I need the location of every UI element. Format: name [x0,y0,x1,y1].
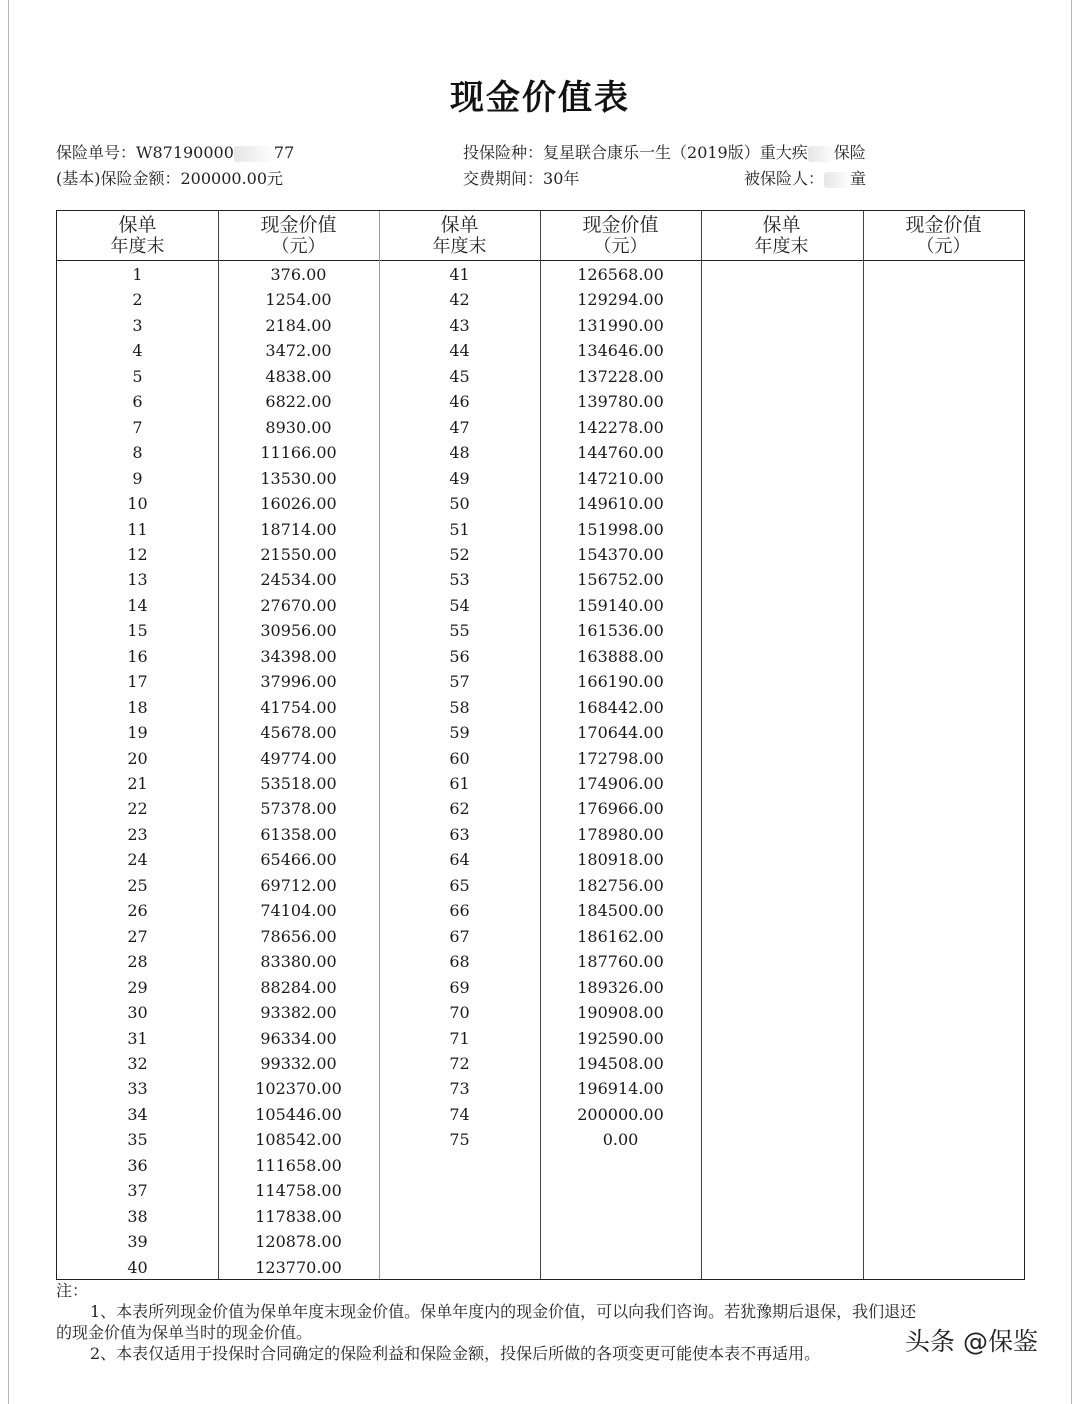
cash-value-cell: 156752.00 [577,570,664,589]
policy-year-cell: 54 [449,596,470,615]
watermark-text: 头条 @保鉴 [905,1327,1038,1356]
policy-year-cell: 24 [127,850,148,869]
cash-value-cell: 129294.00 [577,290,664,309]
cash-value-cell: 1254.00 [265,290,332,309]
policy-year-cell: 32 [127,1054,148,1073]
column-divider [863,211,864,1279]
cash-value-cell: 61358.00 [260,825,337,844]
policy-year-cell: 3 [132,316,143,335]
header-value-2-line2: （元） [593,236,648,257]
policy-year-cell: 64 [449,850,470,869]
policy-year-cell: 39 [127,1232,148,1251]
policy-year-cell: 18 [127,698,148,717]
header-value-1-line2: （元） [271,236,326,257]
sum-insured [56,166,283,189]
note-1-line-2: 的现金价值为保单当时的现金价值。 [56,1323,313,1342]
cash-value-cell: 105446.00 [255,1105,342,1124]
header-value-1-line1: 现金价值 [260,214,337,236]
cash-value-table [56,210,1025,1280]
cash-value-cell: 49774.00 [260,749,337,768]
cash-value-cell: 117838.00 [255,1207,342,1226]
policy-year-cell: 9 [132,469,143,488]
policy-year-cell: 63 [449,825,470,844]
cash-value-cell: 182756.00 [577,876,664,895]
cash-value-cell: 65466.00 [260,850,337,869]
cash-value-cell: 99332.00 [260,1054,337,1073]
policy-year-cell: 67 [449,927,470,946]
cash-value-cell: 21550.00 [260,545,337,564]
policy-year-cell: 35 [127,1130,148,1149]
header-year-2-line2: 年度末 [432,236,487,257]
cash-value-cell: 8930.00 [265,418,332,437]
policy-year-cell: 44 [449,341,470,360]
cash-value-cell: 41754.00 [260,698,337,717]
cash-value-cell: 96334.00 [260,1029,337,1048]
cash-value-cell: 192590.00 [577,1029,664,1048]
cash-value-cell: 149610.00 [577,494,664,513]
policy-year-cell: 8 [132,443,143,462]
policy-year-cell: 55 [449,621,470,640]
cash-value-cell: 45678.00 [260,723,337,742]
cash-value-cell: 184500.00 [577,901,664,920]
cash-value-cell: 2184.00 [265,316,332,335]
policy-year-cell: 57 [449,672,470,691]
cash-value-cell: 186162.00 [577,927,664,946]
policy-year-cell: 45 [449,367,470,386]
policy-year-cell: 68 [449,952,470,971]
cash-value-cell: 172798.00 [577,749,664,768]
cash-value-cell: 123770.00 [255,1258,342,1277]
header-year-3 [701,214,862,258]
insured-person-label: 被保险人： [744,169,825,188]
cash-value-cell: 24534.00 [260,570,337,589]
cash-value-cell: 176966.00 [577,799,664,818]
header-year-1-line2: 年度末 [110,236,165,257]
policy-number-suffix: 77 [273,143,295,162]
policy-year-cell: 42 [449,290,470,309]
cash-value-cell: 144760.00 [577,443,664,462]
policy-year-cell: 36 [127,1156,148,1175]
cash-value-cell: 194508.00 [577,1054,664,1073]
cash-value-cell: 18714.00 [260,520,337,539]
cash-value-cell: 34398.00 [260,647,337,666]
policy-year-cell: 56 [449,647,470,666]
policy-year-cell: 61 [449,774,470,793]
policy-year-cell: 65 [449,876,470,895]
policy-number-prefix: W87190000 [136,143,234,162]
policy-year-cell: 70 [449,1003,470,1022]
payment-period-label: 交费期间： [463,169,544,188]
header-value-3 [863,214,1024,258]
redaction-mark [824,172,850,188]
cash-value-cell: 180918.00 [577,850,664,869]
policy-year-cell: 23 [127,825,148,844]
policy-year-cell: 59 [449,723,470,742]
cash-value-cell: 131990.00 [577,316,664,335]
policy-year-cell: 53 [449,570,470,589]
note-1-line-1: 1、本表所列现金价值为保单年度末现金价值。保单年度内的现金价值，可以向我们咨询。若犹豫期后退保，我们退还 [90,1302,917,1321]
policy-year-cell: 71 [449,1029,470,1048]
cash-value-cell: 27670.00 [260,596,337,615]
policy-year-cell: 16 [127,647,148,666]
header-year-3-line2: 年度末 [754,236,809,257]
cash-value-cell: 69712.00 [260,876,337,895]
policy-year-cell: 30 [127,1003,148,1022]
policy-year-cell: 1 [132,265,143,284]
policy-year-cell: 47 [449,418,470,437]
header-year-1 [57,214,218,258]
cash-value-cell: 189326.00 [577,978,664,997]
policy-year-cell: 21 [127,774,148,793]
policy-year-cell: 22 [127,799,148,818]
policy-year-cell: 20 [127,749,148,768]
cash-value-cell: 178980.00 [577,825,664,844]
policy-year-cell: 6 [132,392,143,411]
policy-year-cell: 41 [449,265,470,284]
policy-year-cell: 69 [449,978,470,997]
policy-year-cell: 26 [127,901,148,920]
policy-year-cell: 11 [127,520,148,539]
policy-year-cell: 66 [449,901,470,920]
header-value-3-line1: 现金价值 [905,214,982,236]
sum-insured-label: (基本)保险金额： [56,169,181,188]
insurance-type-suffix: 保险 [833,143,866,162]
cash-value-cell: 139780.00 [577,392,664,411]
policy-number-label: 保险单号： [56,143,137,162]
policy-year-cell: 51 [449,520,470,539]
cash-value-cell: 154370.00 [577,545,664,564]
policy-year-cell: 46 [449,392,470,411]
insurance-type-label: 投保险种： [463,143,544,162]
note-2: 2、本表仅适用于投保时合同确定的保险利益和保险金额，投保后所做的各项变更可能使本表不再适用。 [90,1344,821,1363]
policy-year-cell: 12 [127,545,148,564]
cash-value-cell: 88284.00 [260,978,337,997]
cash-value-cell: 11166.00 [260,443,337,462]
cash-value-cell: 3472.00 [265,341,332,360]
redaction-mark [234,146,274,162]
policy-year-cell: 50 [449,494,470,513]
cash-value-cell: 151998.00 [577,520,664,539]
header-year-3-line1: 保单 [762,214,801,236]
policy-year-cell: 4 [132,341,143,360]
cash-value-cell: 93382.00 [260,1003,337,1022]
insured-person [744,166,866,189]
policy-year-cell: 13 [127,570,148,589]
cash-value-cell: 111658.00 [255,1156,342,1175]
policy-year-cell: 38 [127,1207,148,1226]
notes-section [56,1280,1036,1364]
policy-year-cell: 58 [449,698,470,717]
policy-year-cell: 37 [127,1181,148,1200]
cash-value-cell: 37996.00 [260,672,337,691]
policy-year-cell: 43 [449,316,470,335]
cash-value-cell: 137228.00 [577,367,664,386]
cash-value-cell: 74104.00 [260,901,337,920]
document-title: 现金价值表 [450,78,630,118]
column-divider [701,211,702,1279]
cash-value-cell: 196914.00 [577,1079,664,1098]
policy-year-cell: 73 [449,1079,470,1098]
cash-value-cell: 134646.00 [577,341,664,360]
notes-label: 注： [56,1281,89,1300]
cash-value-cell: 159140.00 [577,596,664,615]
insurance-type [463,140,866,163]
cash-value-cell: 200000.00 [577,1105,664,1124]
policy-year-cell: 27 [127,927,148,946]
policy-year-cell: 17 [127,672,148,691]
cash-value-cell: 78656.00 [260,927,337,946]
policy-year-cell: 49 [449,469,470,488]
cash-value-cell: 0.00 [602,1130,639,1149]
policy-year-cell: 15 [127,621,148,640]
cash-value-cell: 166190.00 [577,672,664,691]
cash-value-cell: 6822.00 [265,392,332,411]
cash-value-cell: 108542.00 [255,1130,342,1149]
policy-year-cell: 2 [132,290,143,309]
policy-year-cell: 33 [127,1079,148,1098]
policy-year-cell: 72 [449,1054,470,1073]
policy-year-cell: 34 [127,1105,148,1124]
policy-year-cell: 14 [127,596,148,615]
cash-value-cell: 102370.00 [255,1079,342,1098]
policy-year-cell: 10 [127,494,148,513]
insurance-type-prefix: 复星联合康乐一生（2019版）重大疾 [543,143,808,162]
cash-value-cell: 142278.00 [577,418,664,437]
header-year-1-line1: 保单 [118,214,157,236]
policy-year-cell: 7 [132,418,143,437]
policy-year-cell: 48 [449,443,470,462]
cash-value-cell: 147210.00 [577,469,664,488]
cash-value-cell: 190908.00 [577,1003,664,1022]
cash-value-cell: 57378.00 [260,799,337,818]
page-edge-left [8,0,9,1404]
cash-value-cell: 53518.00 [260,774,337,793]
header-value-2-line1: 现金价值 [582,214,659,236]
cash-value-cell: 30956.00 [260,621,337,640]
cash-value-cell: 83380.00 [260,952,337,971]
policy-year-cell: 19 [127,723,148,742]
policy-year-cell: 74 [449,1105,470,1124]
redaction-mark [808,146,834,162]
header-value-2 [540,214,701,258]
policy-year-cell: 40 [127,1258,148,1277]
policy-year-cell: 60 [449,749,470,768]
cash-value-cell: 120878.00 [255,1232,342,1251]
cash-value-cell: 13530.00 [260,469,337,488]
cash-value-cell: 126568.00 [577,265,664,284]
header-year-2 [379,214,540,258]
header-year-2-line1: 保单 [440,214,479,236]
policy-year-cell: 62 [449,799,470,818]
cash-value-cell: 16026.00 [260,494,337,513]
sum-insured-value: 200000.00元 [180,169,284,188]
cash-value-cell: 376.00 [270,265,327,284]
policy-number [56,140,294,163]
insured-person-suffix: 童 [850,169,867,188]
page-edge-right [1071,0,1072,1404]
payment-period [463,166,579,189]
cash-value-cell: 174906.00 [577,774,664,793]
cash-value-cell: 187760.00 [577,952,664,971]
cash-value-cell: 4838.00 [265,367,332,386]
policy-year-cell: 5 [132,367,143,386]
cash-value-cell: 114758.00 [255,1181,342,1200]
header-value-1 [218,214,379,258]
policy-year-cell: 28 [127,952,148,971]
cash-value-cell: 163888.00 [577,647,664,666]
cash-value-cell: 161536.00 [577,621,664,640]
policy-year-cell: 25 [127,876,148,895]
policy-year-cell: 31 [127,1029,148,1048]
cash-value-cell: 170644.00 [577,723,664,742]
cash-value-cell: 168442.00 [577,698,664,717]
header-value-3-line2: （元） [916,236,971,257]
policy-year-cell: 75 [449,1130,470,1149]
payment-period-value: 30年 [543,169,580,188]
policy-year-cell: 52 [449,545,470,564]
policy-year-cell: 29 [127,978,148,997]
